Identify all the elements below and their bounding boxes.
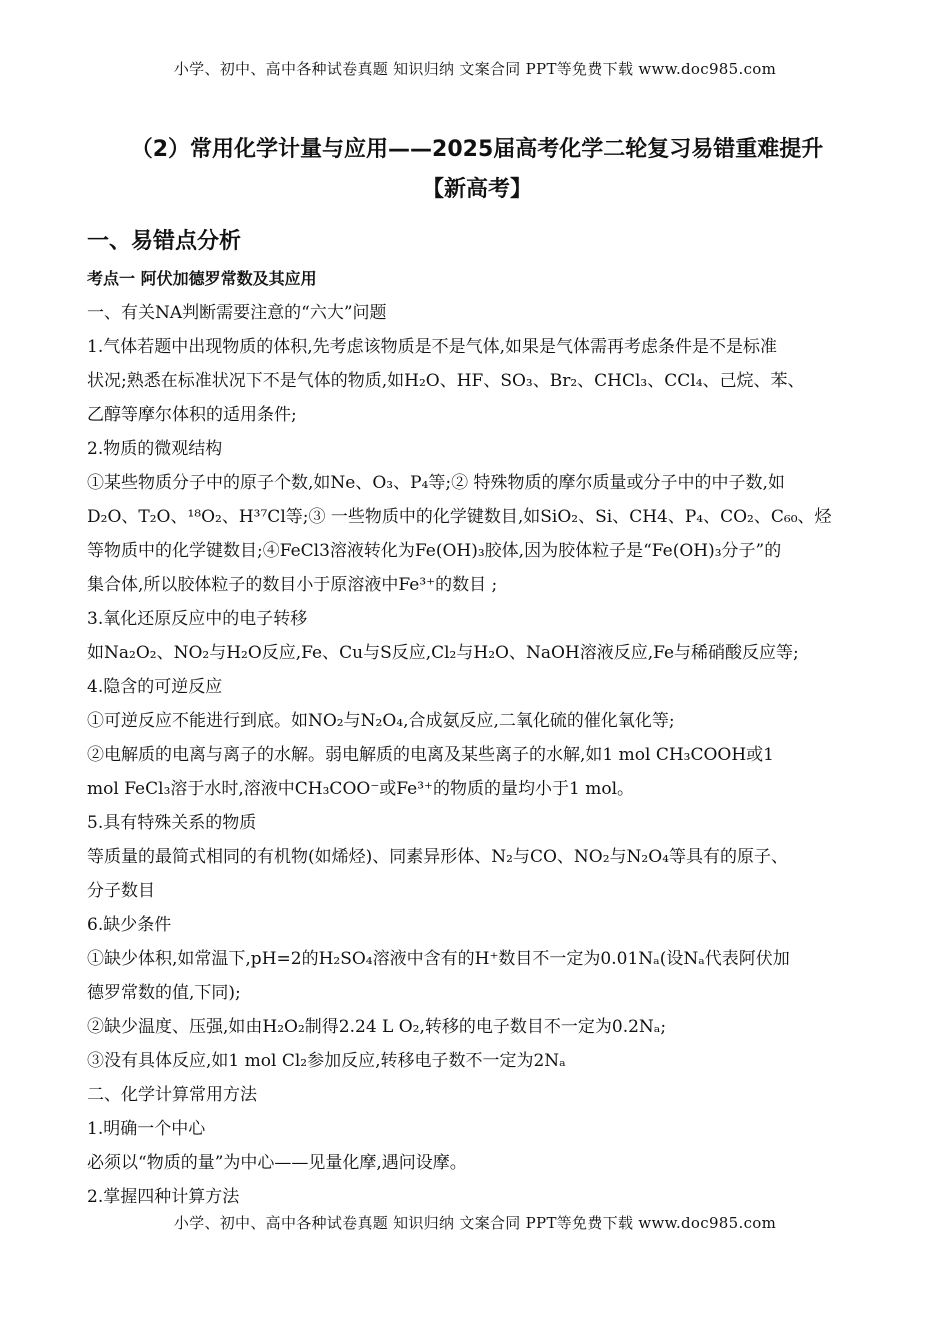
paragraph-6-heading: 6.缺少条件	[87, 915, 172, 935]
paragraph-7-line-1: 必须以“物质的量”为中心——见量化摩,遇问设摩。	[87, 1153, 467, 1173]
paragraph-1-line-1: 1.气体若题中出现物质的体积,先考虑该物质是不是气体,如果是气体需再考虑条件是不是标准	[87, 337, 778, 357]
paragraph-3-heading: 3.氧化还原反应中的电子转移	[87, 609, 308, 629]
section-heading-1: 一、易错点分析	[87, 229, 242, 254]
document-title-line2: 【新高考】	[421, 177, 532, 202]
kaodian-heading-1: 考点一 阿伏加德罗常数及其应用	[87, 269, 317, 288]
subsection-heading-1: 一、有关NA判断需要注意的“六大”问题	[87, 303, 387, 323]
paragraph-4-heading: 4.隐含的可逆反应	[87, 677, 223, 697]
paragraph-4-line-2: ②电解质的电离与离子的水解。弱电解质的电离及某些离子的水解,如1 mol CH₃COOH或1	[87, 745, 774, 765]
page-footer: 小学、初中、高中各种试卷真题 知识归纳 文案合同 PPT等免费下载 www.doc985.com	[173, 1214, 777, 1232]
paragraph-2-line-2: D₂O、T₂O、¹⁸O₂、H³⁷Cl等;③ 一些物质中的化学键数目,如SiO₂、Si、CH4、P₄、CO₂、C₆₀、烃	[87, 507, 832, 527]
paragraph-6-line-4: ③没有具体反应,如1 mol Cl₂参加反应,转移电子数不一定为2Nₐ	[87, 1051, 566, 1071]
paragraph-6-line-3: ②缺少温度、压强,如由H₂O₂制得2.24 L O₂,转移的电子数目不一定为0.2Nₐ;	[87, 1017, 667, 1037]
paragraph-3-line-1: 如Na₂O₂、NO₂与H₂O反应,Fe、Cu与S反应,Cl₂与H₂O、NaOH溶液反应,Fe与稀硝酸反应等;	[87, 643, 799, 663]
paragraph-5-heading: 5.具有特殊关系的物质	[87, 813, 257, 833]
document-title-line1: （2）常用化学计量与应用——2025届高考化学二轮复习易错重难提升	[130, 137, 824, 162]
paragraph-6-line-1: ①缺少体积,如常温下,pH=2的H₂SO₄溶液中含有的H⁺数目不一定为0.01Nₐ(设Nₐ代表阿伏加	[87, 949, 790, 969]
paragraph-2-heading: 2.物质的微观结构	[87, 439, 223, 459]
paragraph-5-line-1: 等质量的最简式相同的有机物(如烯烃)、同素异形体、N₂与CO、NO₂与N₂O₄等具有的原子、	[87, 847, 788, 867]
paragraph-4-line-3: mol FeCl₃溶于水时,溶液中CH₃COO⁻或Fe³⁺的物质的量均小于1 mol。	[87, 779, 635, 799]
document-body	[87, 130, 867, 1214]
paragraph-1-line-2: 状况;熟悉在标准状况下不是气体的物质,如H₂O、HF、SO₃、Br₂、CHCl₃、CCl₄、己烷、苯、	[87, 371, 805, 391]
paragraph-8-heading: 2.掌握四种计算方法	[87, 1187, 240, 1207]
paragraph-5-line-2: 分子数目	[87, 881, 155, 901]
paragraph-2-line-3: 等物质中的化学键数目;④FeCl3溶液转化为Fe(OH)₃胶体,因为胶体粒子是“Fe(OH)₃分子”的	[87, 541, 782, 561]
paragraph-4-line-1: ①可逆反应不能进行到底。如NO₂与N₂O₄,合成氨反应,二氧化硫的催化氧化等;	[87, 711, 675, 731]
paragraph-7-heading: 1.明确一个中心	[87, 1119, 206, 1139]
paragraph-2-line-1: ①某些物质分子中的原子个数,如Ne、O₃、P₄等;② 特殊物质的摩尔质量或分子中的中子数,如	[87, 473, 785, 493]
page-header: 小学、初中、高中各种试卷真题 知识归纳 文案合同 PPT等免费下载 www.doc985.com	[173, 60, 777, 78]
paragraph-6-line-2: 德罗常数的值,下同);	[87, 983, 241, 1003]
paragraph-1-line-3: 乙醇等摩尔体积的适用条件;	[87, 405, 297, 425]
paragraph-2-line-4: 集合体,所以胶体粒子的数目小于原溶液中Fe³⁺的数目 ;	[87, 575, 498, 595]
subsection-heading-2: 二、化学计算常用方法	[87, 1085, 257, 1105]
